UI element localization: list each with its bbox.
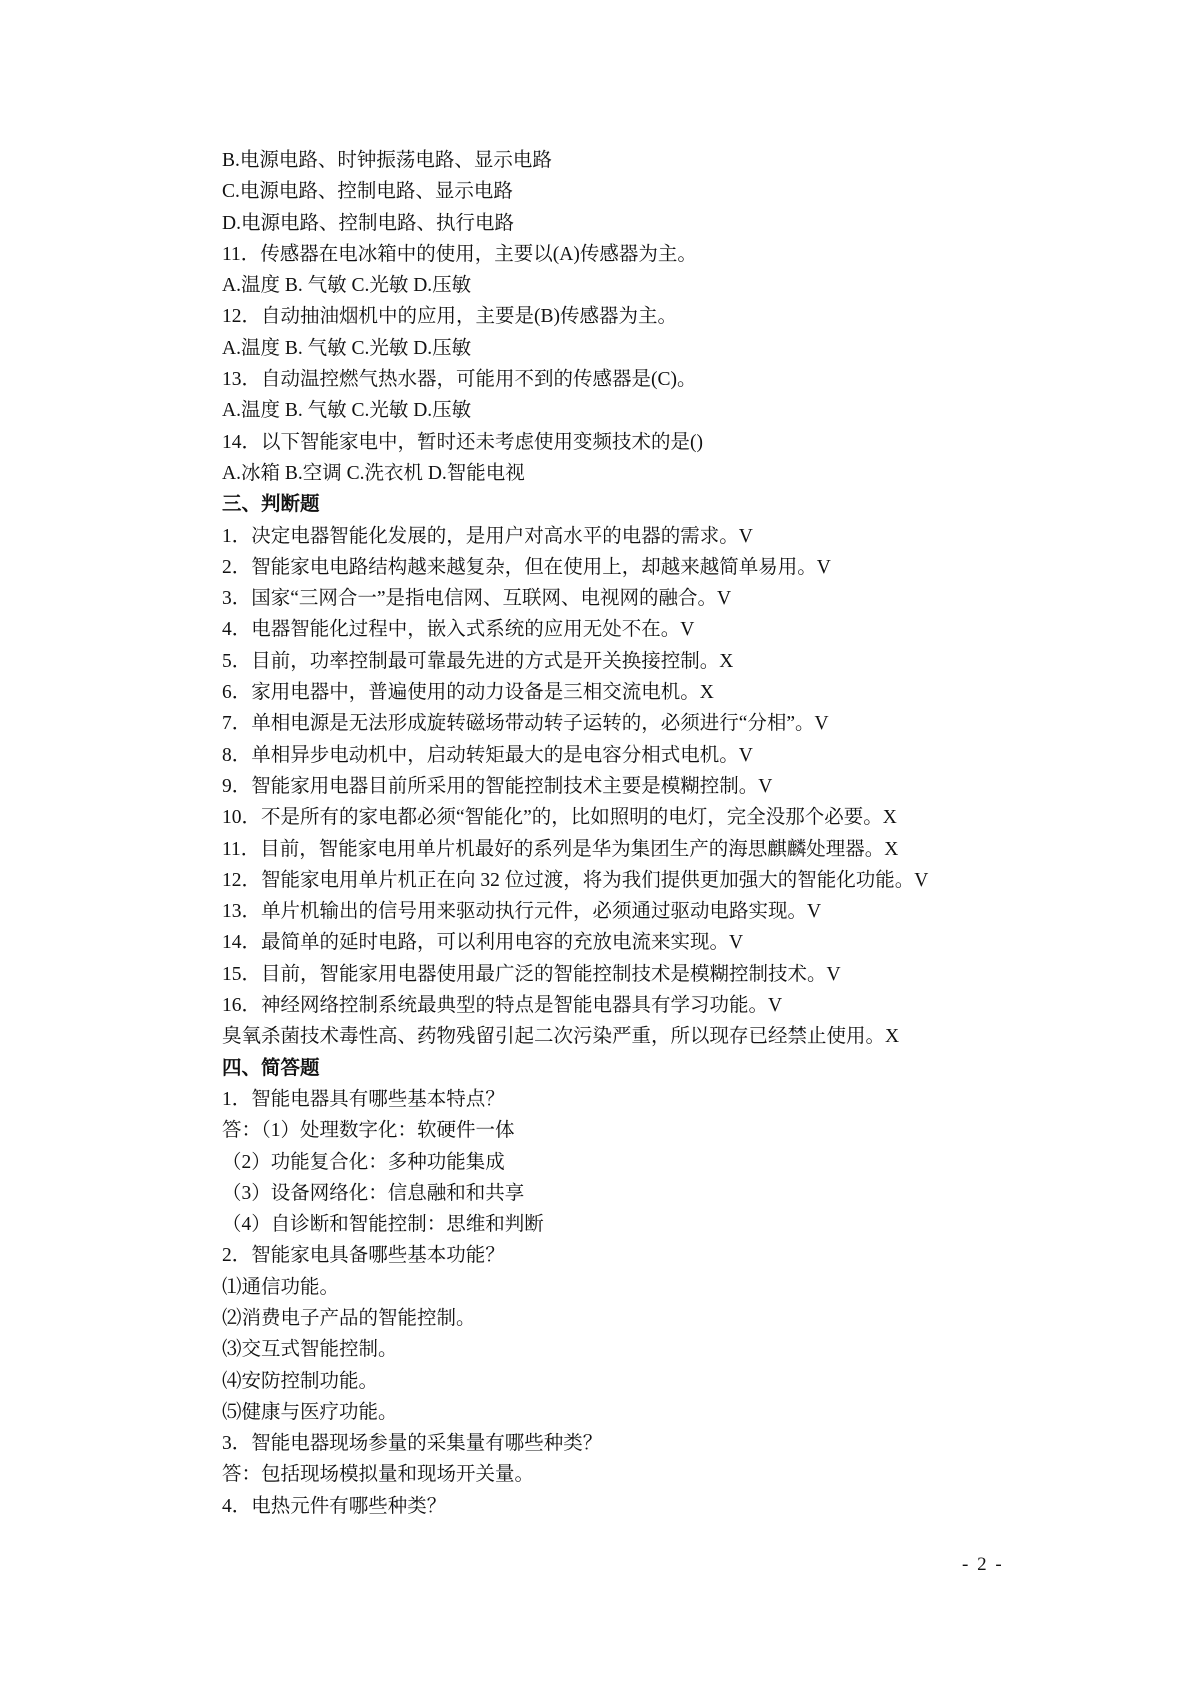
text-line: 11．目前，智能家电用单片机最好的系列是华为集团生产的海思麒麟处理器。X [222, 838, 899, 860]
text-line: 4．电器智能化过程中，嵌入式系统的应用无处不在。V [222, 619, 695, 641]
text-line: 答：包括现场模拟量和现场开关量。 [222, 1464, 535, 1486]
text-line: 6．家用电器中，普遍使用的动力设备是三相交流电机。X [222, 682, 714, 704]
text-line: 13．单片机输出的信号用来驱动执行元件，必须通过驱动电路实现。V [222, 901, 822, 923]
document-body [222, 145, 1022, 1522]
text-line: 5．目前，功率控制最可靠最先进的方式是开关换接控制。X [222, 650, 734, 672]
page-number: - 2 - [962, 1554, 1004, 1575]
text-line: ⑶交互式智能控制。 [222, 1339, 398, 1361]
section-heading: 四、简答题 [222, 1057, 320, 1079]
text-line: ⑵消费电子产品的智能控制。 [222, 1307, 476, 1329]
text-line: 3．智能电器现场参量的采集量有哪些种类？ [222, 1433, 603, 1455]
text-line: A.冰箱 B.空调 C.洗衣机 D.智能电视 [222, 462, 525, 484]
text-line: 答：（1）处理数字化：软硬件一体 [222, 1120, 515, 1142]
text-line: ⑸健康与医疗功能。 [222, 1401, 398, 1423]
text-line: （4）自诊断和智能控制：思维和判断 [222, 1214, 544, 1236]
text-line: （3）设备网络化：信息融和和共享 [222, 1182, 525, 1204]
text-line: 3．国家“三网合一”是指电信网、互联网、电视网的融合。V [222, 588, 732, 610]
text-line: 11．传感器在电冰箱中的使用，主要以(A)传感器为主。 [222, 243, 697, 265]
text-line: 13．自动温控燃气热水器，可能用不到的传感器是(C)。 [222, 369, 697, 391]
text-line: ⑷安防控制功能。 [222, 1370, 379, 1392]
text-line: 2．智能家电电路结构越来越复杂，但在使用上，却越来越简单易用。V [222, 556, 831, 578]
text-line: 15．目前，智能家用电器使用最广泛的智能控制技术是模糊控制技术。V [222, 963, 841, 985]
text-line: （2）功能复合化：多种功能集成 [222, 1151, 505, 1173]
text-line: C.电源电路、控制电路、显示电路 [222, 181, 513, 203]
text-line: A.温度 B. 气敏 C.光敏 D.压敏 [222, 400, 472, 422]
text-line: 8．单相异步电动机中，启动转矩最大的是电容分相式电机。V [222, 744, 753, 766]
text-line: 7．单相电源是无法形成旋转磁场带动转子运转的，必须进行“分相”。V [222, 713, 829, 735]
text-line: A.温度 B. 气敏 C.光敏 D.压敏 [222, 337, 472, 359]
text-line: 4．电热元件有哪些种类？ [222, 1495, 447, 1517]
text-line: 14．最简单的延时电路，可以利用电容的充放电流来实现。V [222, 932, 744, 954]
text-line: 10．不是所有的家电都必须“智能化”的，比如照明的电灯，完全没那个必要。X [222, 807, 897, 829]
text-line: 1．智能电器具有哪些基本特点？ [222, 1088, 505, 1110]
text-line: D.电源电路、控制电路、执行电路 [222, 212, 514, 234]
text-line: 14．以下智能家电中，暂时还未考虑使用变频技术的是() [222, 431, 703, 453]
section-heading: 三、判断题 [222, 494, 320, 516]
text-line: 1．决定电器智能化发展的，是用户对高水平的电器的需求。V [222, 525, 753, 547]
text-line: 12．智能家电用单片机正在向 32 位过渡，将为我们提供更加强大的智能化功能。V [222, 869, 929, 891]
text-line: 9．智能家用电器目前所采用的智能控制技术主要是模糊控制。V [222, 775, 773, 797]
text-line: 2．智能家电具备哪些基本功能？ [222, 1245, 505, 1267]
text-line: A.温度 B. 气敏 C.光敏 D.压敏 [222, 275, 472, 297]
text-line: 臭氧杀菌技术毒性高、药物残留引起二次污染严重，所以现存已经禁止使用。X [222, 1026, 900, 1048]
text-line: B.电源电路、时钟振荡电路、显示电路 [222, 150, 552, 171]
text-line: 12．自动抽油烟机中的应用，主要是(B)传感器为主。 [222, 306, 677, 328]
text-line: ⑴通信功能。 [222, 1276, 340, 1298]
text-line: 16．神经网络控制系统最典型的特点是智能电器具有学习功能。V [222, 995, 783, 1017]
